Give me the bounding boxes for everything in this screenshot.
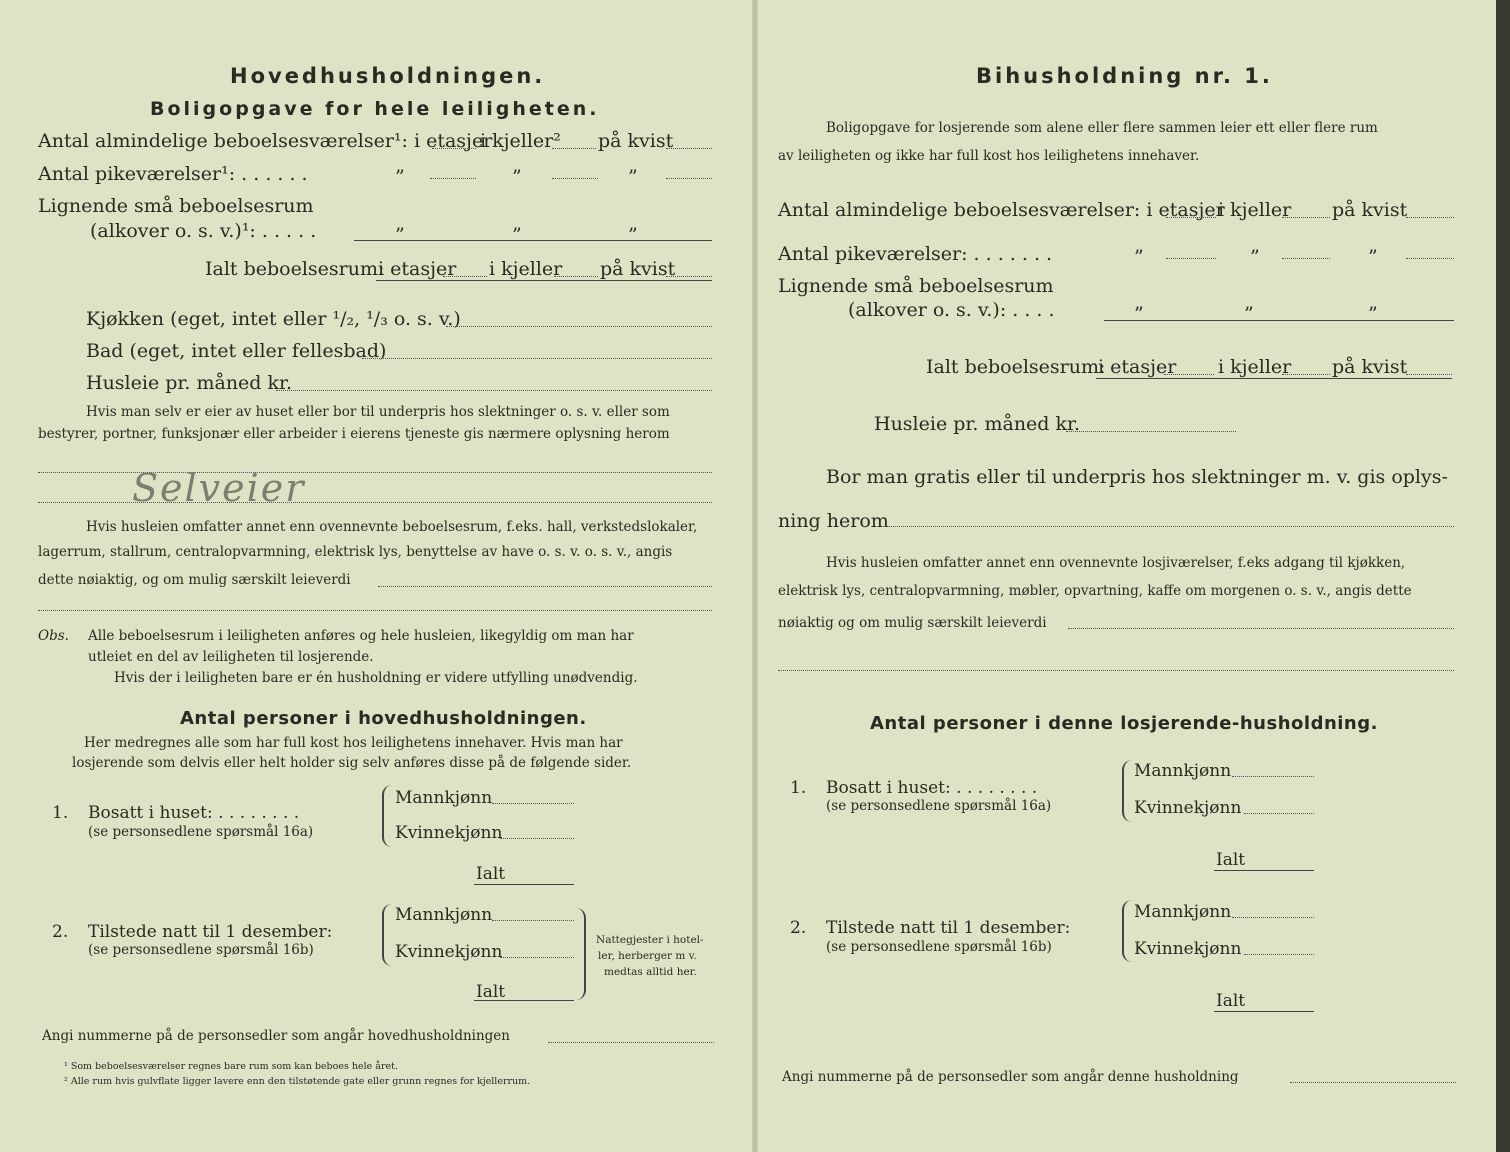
left-q2-kvinne-field[interactable]	[500, 957, 574, 958]
right-row3b-label: (alkover o. s. v.): . . . .	[848, 299, 1055, 321]
left-row3b-label: (alkover o. s. v.)¹: . . . . .	[90, 220, 317, 242]
left-ialt-underline	[376, 280, 712, 281]
right-q1-num: 1.	[790, 778, 807, 798]
left-title: Hovedhusholdningen.	[230, 64, 546, 88]
left-kjokken-field[interactable]	[446, 326, 712, 327]
right-row2-ditto-2: ”	[1250, 246, 1260, 268]
left-bad-field[interactable]	[362, 358, 712, 359]
right-ialt-etasjer: i etasjer	[1098, 356, 1177, 378]
left-q1-label: Bosatt i huset: . . . . . . . .	[88, 803, 300, 823]
right-row2-ditto-3: ”	[1368, 246, 1378, 268]
left-q2-mann: Mannkjønn	[395, 905, 493, 925]
right-husleie-label: Husleie pr. måned kr.	[874, 413, 1081, 435]
left-row3-ditto-1: ”	[395, 224, 405, 246]
left-bad-label: Bad (eget, intet eller fellesbad)	[86, 340, 387, 362]
left-ialt-label: Ialt beboelsesrum:	[205, 258, 385, 280]
left-q1-mann: Mannkjønn	[395, 788, 493, 808]
right-q2-brace	[1122, 900, 1132, 962]
right-row2-ditto-1: ”	[1134, 246, 1144, 268]
right-ialt-label: Ialt beboelsesrum:	[926, 356, 1106, 378]
right-ialt-etasjer-field[interactable]	[1164, 374, 1214, 375]
left-eier-signature: Selveier	[132, 466, 306, 510]
left-q2-ialt-field[interactable]	[474, 1000, 574, 1001]
left-eier-field-2[interactable]	[38, 502, 712, 503]
left-row3-underline	[354, 240, 712, 241]
left-ialt-etasjer: i etasjer	[378, 258, 457, 280]
left-row2-field-2[interactable]	[552, 178, 598, 179]
left-omfatter-field-2[interactable]	[38, 610, 712, 611]
left-obs-p2: utleiet en del av leiligheten til losjerende.	[88, 649, 374, 665]
left-omfatter-field-1[interactable]	[378, 586, 712, 587]
left-omfatter-p3: dette nøiaktig, og om mulig særskilt leieverdi	[38, 572, 351, 588]
left-ialt-kvist: på kvist	[600, 258, 676, 280]
right-q1-brace	[1122, 760, 1132, 822]
left-antal-p1: Her medregnes alle som har full kost hos leilighetens innehaver. Hvis man har	[84, 735, 623, 751]
left-natt-note-1: Nattegjester i hotel-	[596, 934, 704, 946]
left-q2-note-brace	[574, 908, 586, 1000]
right-q1-ialt: Ialt	[1216, 850, 1246, 870]
left-row3-ditto-3: ”	[628, 224, 638, 246]
left-angi: Angi nummerne på de personsedler som angår hovedhusholdningen	[42, 1028, 510, 1044]
right-row1-etasjer-field[interactable]	[1166, 217, 1216, 218]
right-ialt-kjeller: i kjeller	[1218, 356, 1292, 378]
right-row3-underline	[1104, 320, 1454, 321]
left-q2-kvinne: Kvinnekjønn	[395, 942, 503, 962]
right-row2-field-1[interactable]	[1166, 258, 1216, 259]
right-row3a-label: Lignende små beboelsesrum	[778, 275, 1054, 297]
right-row3-ditto-2: ”	[1244, 303, 1254, 325]
left-antal-p2: losjerende som delvis eller helt holder sig selv anføres disse på de følgende sider.	[72, 755, 632, 771]
left-q1-num: 1.	[52, 803, 69, 823]
right-q1-ialt-field[interactable]	[1214, 870, 1314, 871]
right-bor-p1: Bor man gratis eller til underpris hos slektninger m. v. gis oplys-	[826, 466, 1448, 488]
left-kjokken-label: Kjøkken (eget, intet eller ¹/₂, ¹/₃ o. s. v.)	[86, 308, 461, 330]
left-eier-p1: Hvis man selv er eier av huset eller bor til underpris hos slektninger o. s. v. eller som	[86, 404, 670, 420]
left-row2-ditto-3: ”	[628, 166, 638, 188]
left-q2-label: Tilstede natt til 1 desember:	[88, 922, 333, 942]
left-q1-ialt: Ialt	[476, 864, 506, 884]
right-row3-ditto-3: ”	[1368, 303, 1378, 325]
left-ialt-kvist-field[interactable]	[666, 276, 712, 277]
left-q1-kvinne: Kvinnekjønn	[395, 823, 503, 843]
left-q1-sub: (se personsedlene spørsmål 16a)	[88, 824, 314, 840]
right-q2-sub: (se personsedlene spørsmål 16b)	[826, 939, 1052, 955]
right-row1-kvist-field[interactable]	[1406, 217, 1454, 218]
right-q1-label: Bosatt i huset: . . . . . . . .	[826, 778, 1038, 798]
page-fold	[752, 0, 758, 1152]
right-q1-mann-field[interactable]	[1232, 776, 1314, 777]
left-row3-ditto-2: ”	[512, 224, 522, 246]
right-q2-mann-field[interactable]	[1232, 917, 1314, 918]
left-q1-ialt-field[interactable]	[474, 884, 574, 885]
right-q2-kvinne-field[interactable]	[1244, 954, 1314, 955]
right-q2-ialt-field[interactable]	[1214, 1011, 1314, 1012]
left-obs-label: Obs.	[38, 628, 69, 644]
right-row2-field-2[interactable]	[1282, 258, 1330, 259]
left-ialt-kjeller: i kjeller	[489, 258, 563, 280]
right-q2-num: 2.	[790, 918, 807, 938]
left-row2-ditto-1: ”	[395, 166, 405, 188]
left-row1-kvist-field[interactable]	[666, 148, 712, 149]
left-row1-kvist: på kvist	[598, 130, 674, 152]
left-q2-mann-field[interactable]	[492, 920, 574, 921]
right-row1-kvist: på kvist	[1332, 199, 1408, 221]
right-title: Bihusholdning nr. 1.	[976, 64, 1273, 88]
left-row1-kjeller: i kjeller²	[480, 130, 561, 152]
right-husleie-field[interactable]	[1066, 431, 1236, 432]
right-q2-ialt: Ialt	[1216, 991, 1246, 1011]
left-obs-p1: Alle beboelsesrum i leiligheten anføres og hele husleien, likegyldig om man har	[88, 628, 634, 644]
right-row1-label: Antal almindelige beboelsesværelser: i etasjer	[778, 199, 1225, 221]
right-omfatter-p1: Hvis husleien omfatter annet enn ovennevnte losjiværelser, f.eks adgang til kjøkken,	[826, 555, 1406, 571]
left-husleie-label: Husleie pr. måned kr.	[86, 372, 293, 394]
right-angi-field[interactable]	[1290, 1082, 1456, 1083]
right-q2-kvinne: Kvinnekjønn	[1134, 939, 1242, 959]
right-row1-kjeller-field[interactable]	[1282, 217, 1330, 218]
right-angi: Angi nummerne på de personsedler som angår denne husholdning	[782, 1069, 1239, 1085]
right-q2-mann: Mannkjønn	[1134, 902, 1232, 922]
right-intro-p2: av leiligheten og ikke har full kost hos leilighetens innehaver.	[778, 148, 1200, 164]
left-q1-kvinne-field[interactable]	[500, 838, 574, 839]
left-row1-etasjer-field[interactable]	[432, 148, 476, 149]
left-row3a-label: Lignende små beboelsesrum	[38, 195, 314, 217]
left-omfatter-p1: Hvis husleien omfatter annet enn ovennevnte beboelsesrum, f.eks. hall, verkstedslokaler,	[86, 519, 698, 535]
left-antal-title: Antal personer i hovedhusholdningen.	[180, 708, 587, 729]
right-omfatter-field-2[interactable]	[778, 670, 1454, 671]
left-angi-field[interactable]	[548, 1042, 714, 1043]
page-edge	[1496, 0, 1510, 1152]
left-row2-field-3[interactable]	[666, 178, 712, 179]
right-q1-kvinne: Kvinnekjønn	[1134, 798, 1242, 818]
left-q2-ialt: Ialt	[476, 982, 506, 1002]
right-ialt-kvist-field[interactable]	[1406, 374, 1452, 375]
left-natt-note-2: ler, herberger m v.	[598, 950, 697, 962]
right-q1-sub: (se personsedlene spørsmål 16a)	[826, 798, 1052, 814]
left-q2-sub: (se personsedlene spørsmål 16b)	[88, 942, 314, 958]
left-row1-kjeller-field[interactable]	[552, 148, 596, 149]
left-row2-field-1[interactable]	[430, 178, 476, 179]
left-ialt-etasjer-field[interactable]	[443, 276, 487, 277]
left-subtitle: Boligopgave for hele leiligheten.	[150, 98, 600, 120]
right-intro-p1: Boligopgave for losjerende som alene eller flere sammen leier ett eller flere rum	[826, 120, 1378, 136]
right-ialt-kjeller-field[interactable]	[1282, 374, 1330, 375]
left-row2-ditto-2: ”	[512, 166, 522, 188]
left-q1-brace	[382, 785, 392, 847]
left-obs-p3: Hvis der i leiligheten bare er én husholdning er videre utfylling unødvendig.	[114, 670, 638, 686]
right-q2-label: Tilstede natt til 1 desember:	[826, 918, 1071, 938]
left-footnote-2: ² Alle rum hvis gulvflate ligger lavere enn den tilstøtende gate eller grunn regnes for kjellerrum.	[64, 1076, 531, 1087]
right-bor-p2: ning herom	[778, 510, 889, 532]
right-ialt-underline	[1096, 378, 1452, 379]
left-footnote-1: ¹ Som beboelsesværelser regnes bare rum som kan beboes hele året.	[64, 1061, 398, 1072]
right-row2-label: Antal pikeværelser: . . . . . . .	[778, 243, 1053, 265]
right-omfatter-p2: elektrisk lys, centralopvarmning, møbler, opvartning, kaffe om morgenen o. s. v., angis dette	[778, 583, 1412, 599]
left-eier-p2: bestyrer, portner, funksjonær eller arbeider i eierens tjeneste gis nærmere oplysning herom	[38, 426, 670, 442]
left-q1-mann-field[interactable]	[492, 803, 574, 804]
right-antal-title: Antal personer i denne losjerende-husholdning.	[870, 713, 1378, 734]
right-row2-field-3[interactable]	[1406, 258, 1454, 259]
left-q2-brace	[382, 904, 392, 966]
right-omfatter-p3: nøiaktig og om mulig særskilt leieverdi	[778, 615, 1047, 631]
left-husleie-field[interactable]	[276, 390, 712, 391]
left-row1-label: Antal almindelige beboelsesværelser¹: i etasjer	[38, 130, 493, 152]
left-q2-num: 2.	[52, 922, 69, 942]
right-ialt-kvist: på kvist	[1332, 356, 1408, 378]
left-ialt-kjeller-field[interactable]	[554, 276, 598, 277]
left-natt-note-3: medtas alltid her.	[604, 966, 697, 978]
right-row3-ditto-1: ”	[1134, 303, 1144, 325]
right-omfatter-field-1[interactable]	[1068, 628, 1454, 629]
left-row2-label: Antal pikeværelser¹: . . . . . .	[38, 163, 308, 185]
left-omfatter-p2: lagerrum, stallrum, centralopvarmning, elektrisk lys, benyttelse av have o. s. v. o. s. v., angis	[38, 544, 673, 560]
right-row1-kjeller: i kjeller	[1218, 199, 1292, 221]
right-bor-field[interactable]	[884, 526, 1454, 527]
right-q1-kvinne-field[interactable]	[1244, 813, 1314, 814]
right-q1-mann: Mannkjønn	[1134, 761, 1232, 781]
